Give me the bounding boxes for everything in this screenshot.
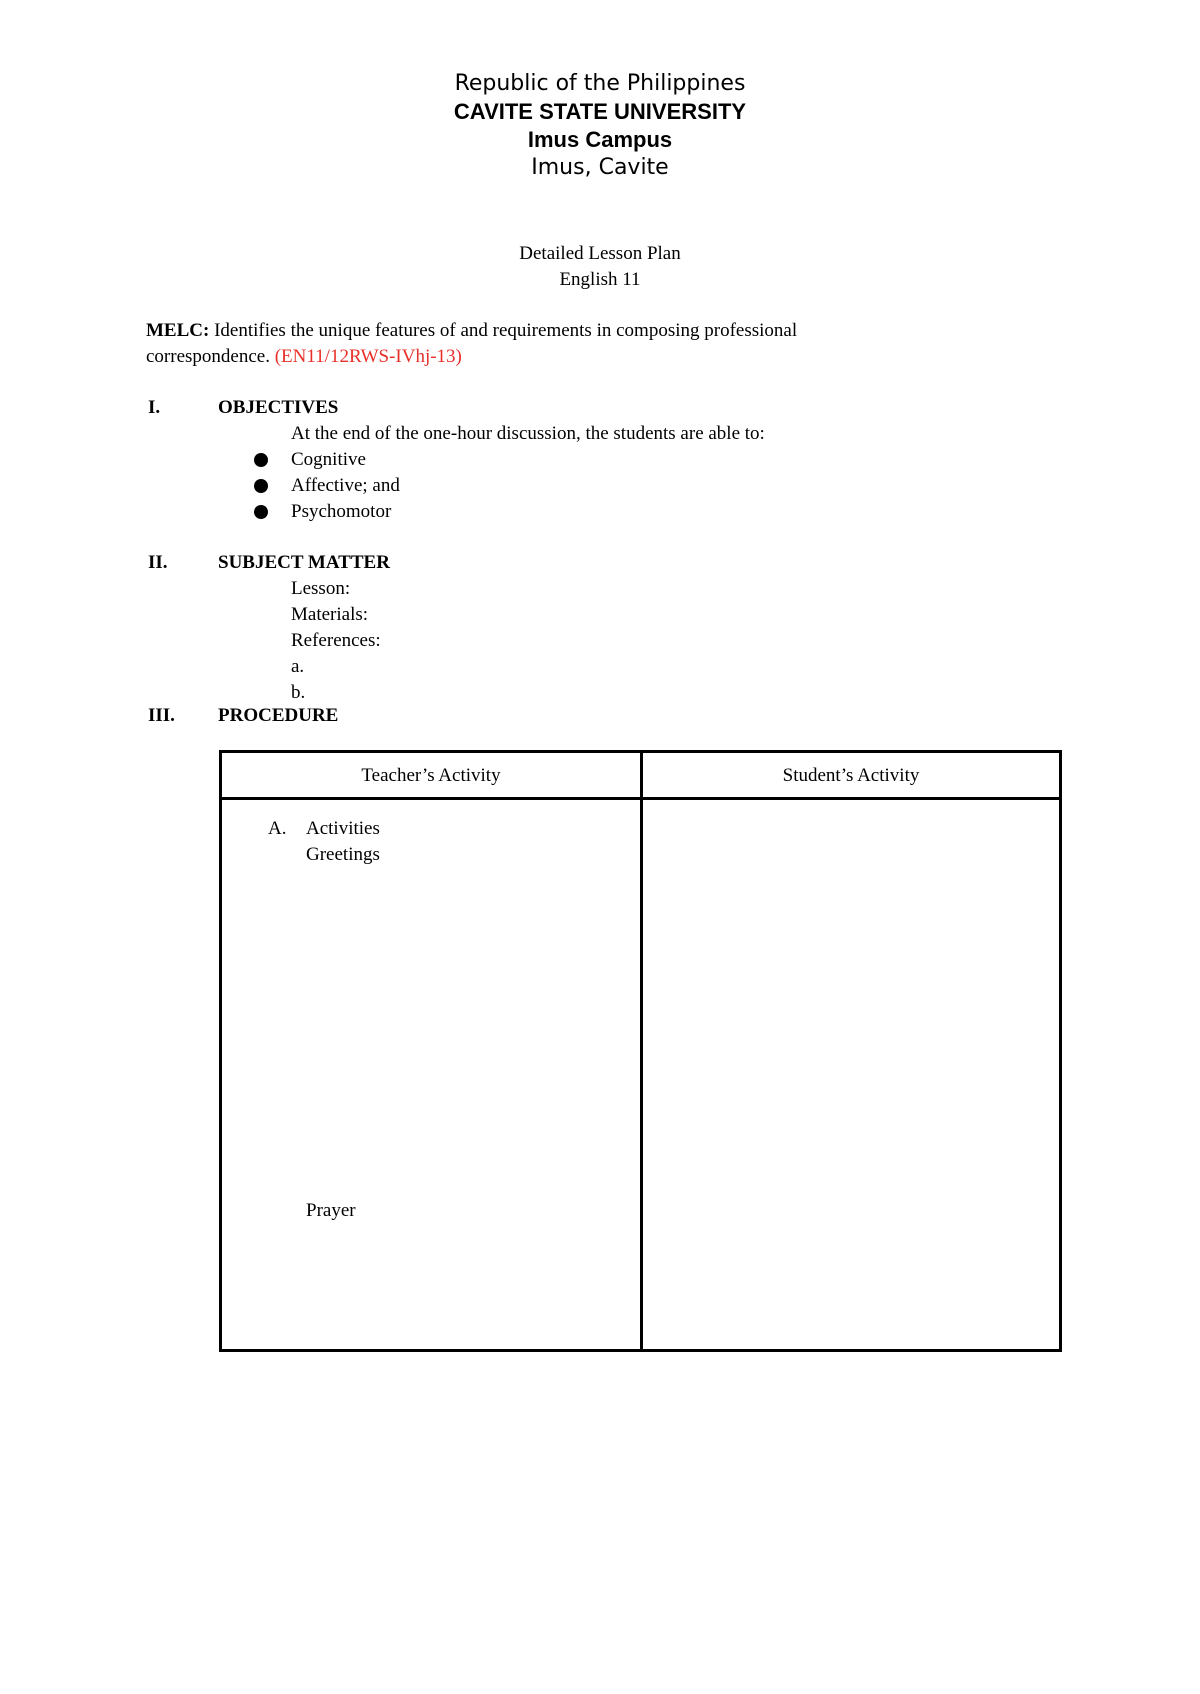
subject-matter-number: II. xyxy=(148,552,168,573)
column-header-student: Student’s Activity xyxy=(782,765,920,786)
melc-code: (EN11/12RWS-IVhj-13) xyxy=(274,346,462,367)
header-university: CAVITE STATE UNIVERSITY xyxy=(453,99,747,124)
objective-item-label: Cognitive xyxy=(291,449,366,470)
document-header xyxy=(0,70,1200,182)
subject-matter-heading: SUBJECT MATTER xyxy=(218,552,390,573)
objectives-number: I. xyxy=(148,397,161,418)
lesson-label: Lesson: xyxy=(291,578,351,599)
melc-label: MELC: xyxy=(146,320,210,341)
references-label: References: xyxy=(291,630,381,651)
objectives-heading: OBJECTIVES xyxy=(218,397,339,418)
bullet-icon xyxy=(254,505,268,519)
header-republic: Republic of the Philippines xyxy=(454,71,746,96)
header-campus: Imus Campus xyxy=(527,127,673,152)
melc-text-line1: Identifies the unique features of and requirements in composing professional xyxy=(214,320,798,341)
table-column-divider xyxy=(640,753,643,1349)
procedure-number: III. xyxy=(148,705,175,726)
prayer-label: Prayer xyxy=(306,1200,356,1221)
activity-label: Activities xyxy=(306,818,380,839)
bullet-icon xyxy=(254,453,268,467)
objective-item-label: Affective; and xyxy=(291,475,400,496)
activity-letter: A. xyxy=(268,818,287,839)
table-header-divider xyxy=(222,797,1059,800)
greetings-label: Greetings xyxy=(306,844,380,865)
objective-item xyxy=(254,499,391,525)
document-title xyxy=(0,241,1200,293)
title-subject: English 11 xyxy=(559,269,641,290)
bullet-icon xyxy=(254,479,268,493)
procedure-heading: PROCEDURE xyxy=(218,705,339,726)
procedure-table xyxy=(219,750,1062,1352)
title-doc-type: Detailed Lesson Plan xyxy=(519,243,681,264)
objective-item xyxy=(254,447,366,473)
reference-a: a. xyxy=(291,656,305,677)
objectives-intro: At the end of the one-hour discussion, the students are able to: xyxy=(291,423,765,444)
reference-b: b. xyxy=(291,682,306,703)
objective-item-label: Psychomotor xyxy=(291,501,392,522)
header-location: Imus, Cavite xyxy=(531,155,669,180)
objective-item xyxy=(254,473,400,499)
melc-text-line2: correspondence. xyxy=(146,346,270,367)
melc-paragraph xyxy=(146,318,946,370)
column-header-teacher: Teacher’s Activity xyxy=(361,765,501,786)
materials-label: Materials: xyxy=(291,604,369,625)
